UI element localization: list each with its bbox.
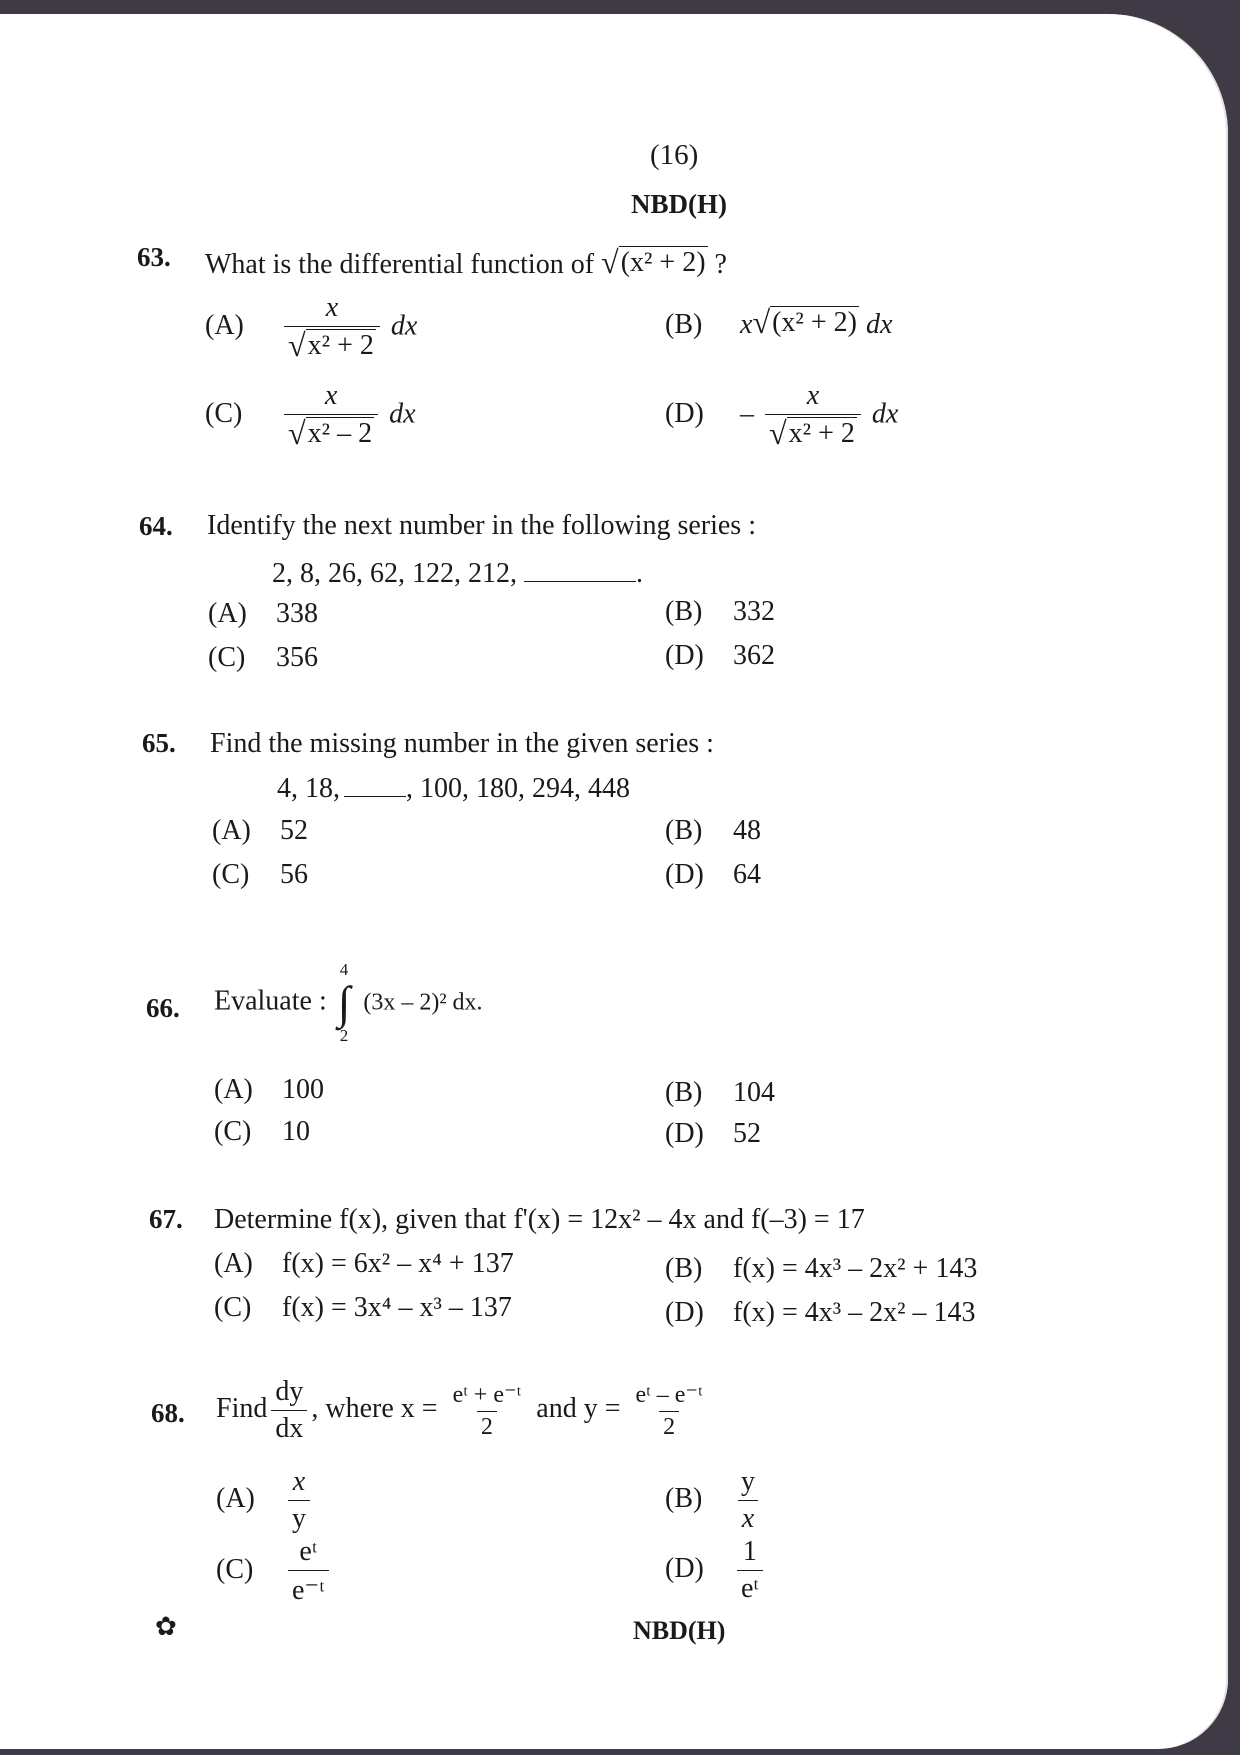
question-number-68: 68. (151, 1398, 185, 1428)
option-64-a (208, 598, 318, 630)
question-number-65: 65. (142, 728, 176, 758)
option-65-d (665, 859, 761, 891)
option-label: (D) (665, 398, 704, 430)
option-65-a (212, 815, 308, 847)
question-66-text (214, 960, 483, 1046)
option-label: (A) (216, 1482, 255, 1514)
integral-sign: ∫ (337, 977, 351, 1028)
word-where: , where x = (311, 1392, 438, 1424)
footer-paper-code: NBD(H) (633, 1616, 726, 1645)
denominator: 2 (477, 1411, 497, 1441)
lower-limit: 2 (339, 1026, 349, 1045)
series-65 (277, 773, 630, 805)
option-label: (C) (216, 1553, 254, 1585)
option-label: (D) (665, 1552, 704, 1584)
question-number-67: 67. (149, 1204, 183, 1234)
option-value: 362 (733, 640, 775, 671)
fraction (284, 380, 378, 452)
option-label: (D) (665, 640, 704, 671)
option-label: (B) (665, 815, 703, 846)
option-66-b (665, 1077, 775, 1109)
option-label: (B) (665, 1253, 703, 1284)
differential: dx (871, 398, 899, 430)
option-value: 52 (733, 1118, 761, 1149)
option-value: 104 (733, 1077, 775, 1108)
option-label: (C) (212, 859, 250, 890)
option-label: (B) (665, 309, 703, 340)
integrand: (3x – 2)² dx. (363, 989, 483, 1016)
option-label: (A) (214, 1074, 253, 1105)
option-label: (A) (212, 815, 251, 846)
question-65-text: Find the missing number in the given series : (210, 728, 714, 759)
option-64-d (665, 640, 775, 672)
denominator: √ x² – 2 (284, 414, 378, 452)
denominator: √ x² + 2 (284, 326, 380, 364)
sqrt-expression: √ (x² + 2) (752, 304, 857, 340)
question-67-text: Determine f(x), given that f'(x) = 12x² – 4x and f(–3) = 17 (214, 1204, 865, 1235)
option-label: (D) (665, 859, 704, 890)
numerator: eᵗ – e⁻ᵗ (635, 1382, 703, 1408)
series-start: 4, 18, (277, 773, 340, 804)
fraction (737, 1466, 759, 1535)
option-value: f(x) = 4x³ – 2x² + 143 (733, 1253, 978, 1284)
option-66-a (214, 1074, 324, 1106)
option-68-c (216, 1536, 333, 1607)
denominator: √ x² + 2 (765, 414, 861, 452)
option-label: (B) (665, 1482, 703, 1514)
option-label: (C) (214, 1292, 252, 1323)
denominator: y (288, 1500, 310, 1535)
option-value: f(x) = 4x³ – 2x² – 143 (733, 1297, 976, 1328)
denominator: e⁻ᵗ (288, 1570, 329, 1607)
question-number-63: 63. (137, 242, 171, 272)
numerator: eᵗ + e⁻ᵗ (452, 1382, 522, 1408)
option-65-b (665, 815, 761, 847)
option-value: 338 (276, 598, 318, 629)
option-label: (A) (205, 310, 244, 342)
series-rest: , 100, 180, 294, 448 (406, 773, 630, 804)
numerator: x (324, 380, 338, 411)
option-value: 52 (280, 815, 308, 846)
question-63-stem: What is the differential function of (205, 249, 595, 280)
radicand: x² – 2 (307, 418, 373, 449)
y-definition-fraction (631, 1380, 706, 1441)
numerator: x (806, 380, 820, 411)
series-end: . (636, 558, 643, 589)
sqrt-expression (601, 246, 708, 279)
option-63-d (665, 380, 898, 452)
fraction (737, 1536, 763, 1605)
option-68-a (216, 1466, 314, 1535)
question-number-64: 64. (139, 511, 173, 541)
option-63-b (665, 306, 892, 341)
numerator: y (741, 1466, 755, 1497)
option-label: (B) (665, 596, 703, 627)
denominator: 2 (659, 1411, 679, 1441)
option-value: f(x) = 6x² – x⁴ + 137 (282, 1248, 514, 1279)
question-63-text (205, 246, 727, 281)
word-find: Find (216, 1392, 268, 1424)
option-67-d (665, 1297, 976, 1329)
option-label: (D) (665, 1118, 704, 1149)
word-and: and y = (536, 1392, 621, 1424)
differential: dx (865, 309, 893, 340)
fraction (765, 380, 861, 452)
paper-code: NBD(H) (631, 189, 727, 219)
option-value: f(x) = 3x⁴ – x³ – 137 (282, 1292, 512, 1323)
question-66-stem: Evaluate : (214, 985, 327, 1017)
option-label: (B) (665, 1077, 703, 1108)
definite-integral (338, 960, 351, 1046)
fraction (288, 1536, 329, 1607)
x-definition-fraction (449, 1380, 526, 1441)
fraction (288, 1466, 310, 1535)
option-67-c (214, 1292, 512, 1324)
option-value: 100 (282, 1074, 324, 1105)
prefix: x (740, 309, 753, 340)
option-value: 332 (733, 596, 775, 627)
option-67-b (665, 1253, 977, 1285)
differential: dx (390, 310, 418, 342)
answer-blank (524, 559, 636, 582)
radicand: x² + 2 (788, 418, 855, 449)
radicand: (x² + 2) (772, 307, 857, 338)
option-63-c (205, 380, 416, 452)
option-label: (A) (208, 598, 247, 629)
option-label: (C) (205, 398, 243, 430)
exam-page (0, 14, 1228, 1749)
differential: dx (389, 398, 416, 430)
numerator: dy (275, 1376, 304, 1407)
numerator: x (292, 1466, 306, 1497)
option-64-c (208, 642, 318, 674)
page-number: (16) (650, 139, 699, 171)
option-value: 56 (280, 859, 308, 890)
option-label: (A) (214, 1248, 253, 1279)
denominator: eᵗ (737, 1570, 763, 1605)
option-63-a (205, 292, 417, 364)
series-64 (272, 558, 643, 590)
option-66-d (665, 1118, 761, 1150)
answer-blank (344, 774, 406, 797)
option-value: 10 (282, 1116, 310, 1147)
option-label: (C) (208, 642, 246, 673)
option-68-b (665, 1466, 763, 1535)
numerator: x (325, 292, 339, 323)
option-value: 356 (276, 642, 318, 673)
radicand: (x² + 2) (620, 247, 706, 278)
upper-limit: 4 (339, 960, 349, 979)
option-64-b (665, 596, 775, 628)
minus-sign: – (740, 398, 754, 430)
option-66-c (214, 1116, 310, 1148)
option-label: (C) (214, 1116, 252, 1147)
numerator: eᵗ (299, 1536, 318, 1567)
flower-icon: ✿ (155, 1612, 177, 1641)
numerator: 1 (742, 1536, 757, 1567)
series-values: 2, 8, 26, 62, 122, 212, (272, 558, 517, 589)
denominator: x (738, 1500, 758, 1535)
option-label: (D) (665, 1297, 704, 1328)
question-64-text: Identify the next number in the following series : (207, 510, 756, 541)
option-67-a (214, 1248, 514, 1280)
option-68-d (665, 1536, 767, 1605)
question-number-66: 66. (146, 993, 180, 1023)
option-value: 64 (733, 859, 761, 890)
denominator: dx (271, 1410, 307, 1445)
option-65-c (212, 859, 308, 891)
radicand: x² + 2 (307, 330, 374, 361)
derivative-fraction (271, 1376, 307, 1445)
question-68-text (216, 1376, 711, 1445)
option-value: 48 (733, 815, 761, 846)
question-mark: ? (714, 249, 727, 280)
fraction (284, 292, 380, 364)
radical-sign: √ (601, 244, 619, 280)
